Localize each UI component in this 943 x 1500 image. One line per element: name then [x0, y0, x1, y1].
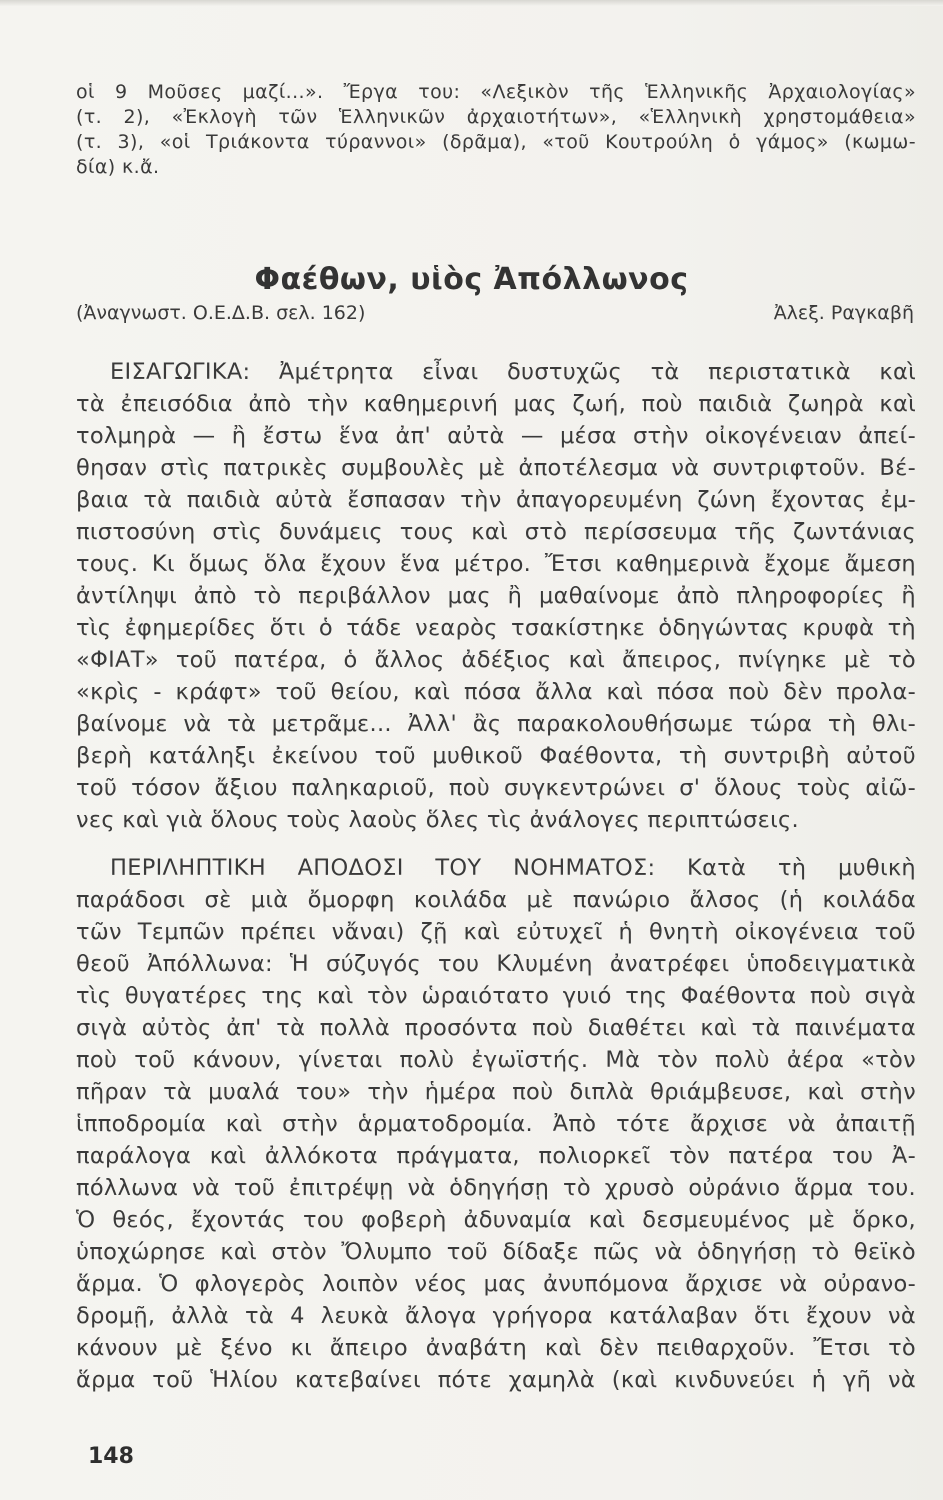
paragraph-summary [76, 852, 916, 1396]
text-line: ἱπποδρομία καὶ στὴν ἁρματοδρομία. Ἀπὸ τότε ἄρχισε νὰ ἀπαιτῇ [76, 1111, 916, 1137]
text-line: (τ. 2), «Ἐκλογὴ τῶν Ἑλληνικῶν ἀρχαιοτήτων», «Ἑλληνικὴ χρηστομάθεια» [76, 106, 916, 128]
text-line: «ΦΙΑΤ» τοῦ πατέρα, ὁ ἄλλος ἀδέξιος καὶ ἄπειρος, πνίγηκε μὲ τὸ [76, 647, 916, 673]
text-line: ὑποχώρησε καὶ στὸν Ὄλυμπο τοῦ δίδαξε πῶς νὰ ὁδηγήσῃ τὸ θεϊκὸ [76, 1239, 916, 1265]
text-line: βαια τὰ παιδιὰ αὐτὰ ἔσπασαν τὴν ἀπαγορευμένη ζώνη ἔχοντας ἐμ- [76, 487, 916, 513]
text-line: πόλλωνα νὰ τοῦ ἐπιτρέψῃ νὰ ὁδηγήσῃ τὸ χρυσὸ οὐράνιο ἅρμα του. [76, 1175, 916, 1201]
text-line: ἅρμα τοῦ Ἡλίου κατεβαίνει πότε χαμηλὰ (καὶ κινδυνεύει ἡ γῆ νὰ [76, 1367, 916, 1393]
text-line: τοῦ τόσον ἄξιου παληκαριοῦ, ποὺ συγκεντρώνει σ' ὅλους τοὺς αἰῶ- [76, 775, 916, 801]
section-source-row [76, 302, 914, 324]
intro-text [76, 80, 916, 180]
text-line: σιγὰ αὐτὸς ἀπ' τὰ πολλὰ προσόντα ποὺ διαθέτει καὶ τὰ παινέματα [76, 1015, 916, 1041]
text-line: οἱ 9 Μοῦσες μαζί...». Ἔργα του: «Λεξικὸν τῆς Ἑλληνικῆς Ἀρχαιολογίας» [76, 81, 916, 103]
text-line: νες καὶ γιὰ ὅλους τοὺς λαοὺς ὅλες τὶς ἀνάλογες περιπτώσεις. [76, 807, 799, 833]
text-line: τὶς ἐφημερίδες ὅτι ὁ τάδε νεαρὸς τσακίστηκε ὁδηγώντας κρυφὰ τὴ [76, 615, 916, 641]
text-line: πιστοσύνη στὶς δυνάμεις τους καὶ στὸ περίσσευμα τῆς ζωντάνιας [76, 519, 916, 545]
text-line: τὶς θυγατέρες της καὶ τὸν ὡραιότατο γυιό της Φαέθοντα ποὺ σιγὰ [76, 983, 916, 1009]
page-number: 148 [88, 1444, 134, 1469]
text-line: ἅρμα. Ὁ φλογερὸς λοιπὸν νέος μας ἀνυπόμονα ἄρχισε νὰ οὐρανο- [76, 1271, 916, 1297]
text-line: τους. Κι ὅμως ὅλα ἔχουν ἕνα μέτρο. Ἔτσι καθημερινὰ ἔχομε ἄμεση [76, 551, 916, 577]
page-top-edge [0, 0, 943, 6]
text-line: βαίνομε νὰ τὰ μετρᾶμε... Ἀλλ' ἂς παρακολουθήσωμε τώρα τὴ θλι- [76, 711, 916, 737]
text-line: τῶν Τεμπῶν πρέπει νἄναι) ζῇ καὶ εὐτυχεῖ ἡ θνητὴ οἰκογένεια τοῦ [76, 919, 916, 945]
text-line: ποὺ τοῦ κάνουν, γίνεται πολὺ ἐγωϊστής. Μὰ τὸν πολὺ ἀέρα «τὸν [76, 1047, 916, 1073]
paragraph-introduction [76, 356, 916, 836]
text-line: (τ. 3), «οἱ Τριάκοντα τύραννοι» (δρᾶμα), «τοῦ Κουτρούλη ὁ γάμος» (κωμω- [76, 131, 916, 153]
text-line: θεοῦ Ἀπόλλωνα: Ἡ σύζυγός του Κλυμένη ἀνατρέφει ὑποδειγματικὰ [76, 951, 916, 977]
text-line: κάνουν μὲ ξένο κι ἄπειρο ἀναβάτη καὶ δὲν πειθαρχοῦν. Ἔτσι τὸ [76, 1335, 916, 1361]
text-line: ΕΙΣΑΓΩΓΙΚΑ: Ἀμέτρητα εἶναι δυστυχῶς τὰ περιστατικὰ καὶ [110, 359, 916, 385]
text-line: βερὴ κατάληξι ἐκείνου τοῦ μυθικοῦ Φαέθοντα, τὴ συντριβὴ αὐτοῦ [76, 743, 916, 769]
source-reference: (Ἀναγνωστ. Ο.Ε.Δ.Β. σελ. 162) [76, 302, 366, 324]
author-name: Ἀλεξ. Ραγκαβῆ [773, 302, 914, 324]
text-line: Ὁ θεός, ἔχοντάς του φοβερὴ ἀδυναμία καὶ δεσμευμένος μὲ ὅρκο, [76, 1207, 916, 1233]
text-line: παράδοσι σὲ μιὰ ὄμορφη κοιλάδα μὲ πανώριο ἄλσος (ἡ κοιλάδα [76, 887, 916, 913]
text-line: θησαν στὶς πατρικὲς συμβουλὲς μὲ ἀποτέλεσμα νὰ συντριφτοῦν. Βέ- [76, 455, 916, 481]
text-line: παράλογα καὶ ἀλλόκοτα πράγματα, πολιορκεῖ τὸν πατέρα του Ἀ- [76, 1143, 916, 1169]
text-line: τολμηρὰ — ἢ ἔστω ἕνα ἀπ' αὐτὰ — μέσα στὴν οἰκογένειαν ἀπεί- [76, 423, 916, 449]
text-line: «κρὶς - κράφτ» τοῦ θείου, καὶ πόσα ἄλλα καὶ πόσα ποὺ δὲν προλα- [76, 679, 916, 705]
text-line: δία) κ.ἄ. [76, 156, 160, 178]
text-line: τὰ ἐπεισόδια ἀπὸ τὴν καθημερινή μας ζωή, ποὺ παιδιὰ ζωηρὰ καὶ [76, 391, 916, 417]
text-line: δρομῇ, ἀλλὰ τὰ 4 λευκὰ ἄλογα γρήγορα κατάλαβαν ὅτι ἔχουν νὰ [76, 1303, 916, 1329]
text-line: ἀντίληψι ἀπὸ τὸ περιβάλλον μας ἢ μαθαίνομε ἀπὸ πληροφορίες ἢ [76, 583, 916, 609]
section-title: Φαέθων, υἱὸς Ἀπόλλωνος [254, 262, 689, 297]
text-line: ΠΕΡΙΛΗΠΤΙΚΗ ΑΠΟΔΟΣΙ ΤΟΥ ΝΟΗΜΑΤΟΣ: Κατὰ τὴ μυθικὴ [110, 855, 916, 881]
text-line: πῆραν τὰ μυαλά του» τὴν ἡμέρα ποὺ διπλὰ θριάμβευσε, καὶ στὴν [76, 1079, 916, 1105]
